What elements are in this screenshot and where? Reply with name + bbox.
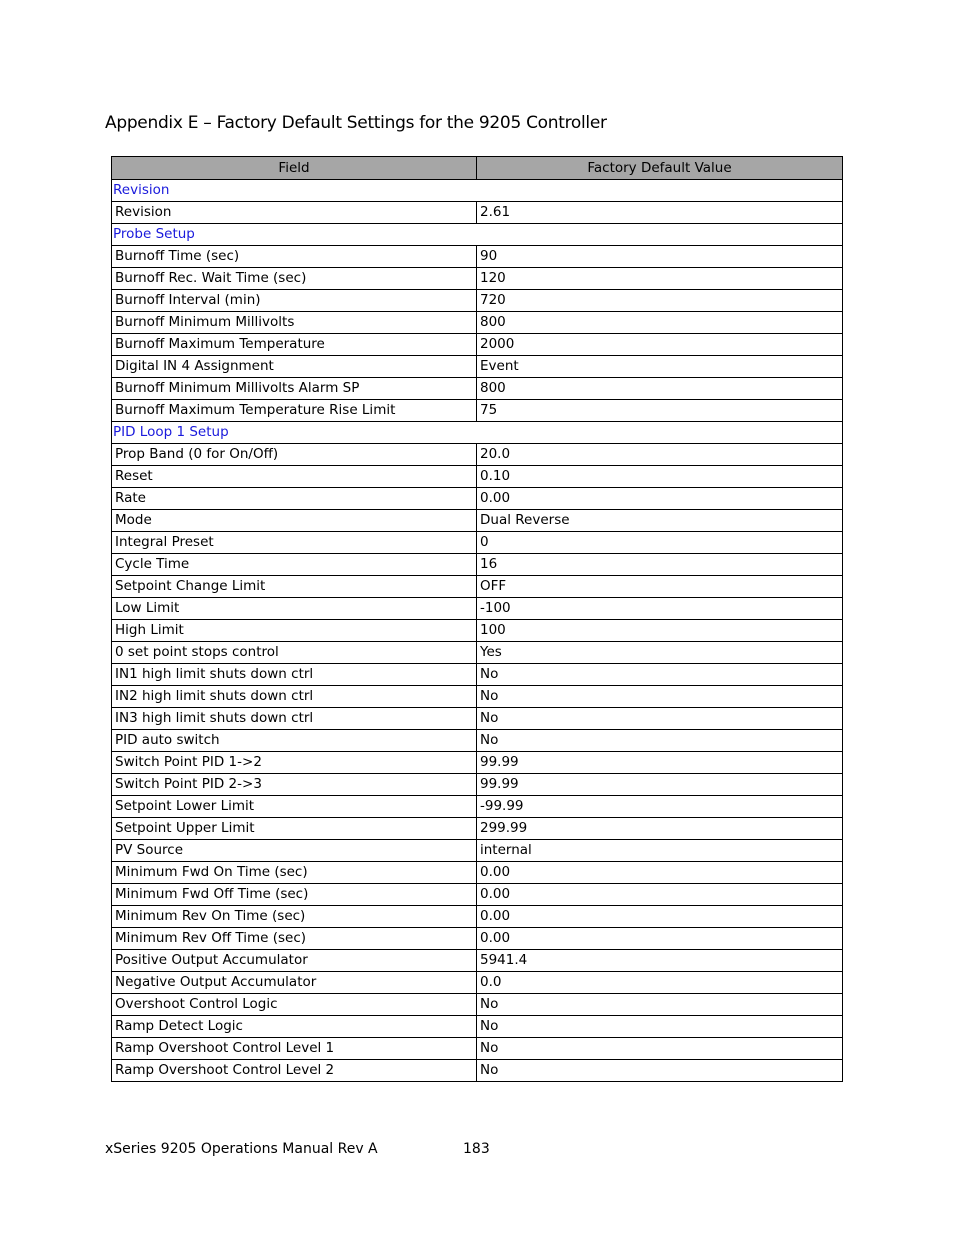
field-cell: Negative Output Accumulator [112,972,477,994]
value-cell: 2.61 [477,202,843,224]
table-row [112,884,843,906]
section-title: Revision [112,180,843,202]
table-row [112,620,843,642]
table-row [112,466,843,488]
section-title: PID Loop 1 Setup [112,422,843,444]
table-row [112,840,843,862]
field-cell: Cycle Time [112,554,477,576]
section-row [112,180,843,202]
field-cell: Ramp Overshoot Control Level 2 [112,1060,477,1082]
section-title: Probe Setup [112,224,843,246]
value-cell: -99.99 [477,796,843,818]
value-cell: -100 [477,598,843,620]
value-cell: 90 [477,246,843,268]
table-row [112,1016,843,1038]
table-row [112,400,843,422]
field-cell: High Limit [112,620,477,642]
table-row [112,576,843,598]
table-row [112,268,843,290]
table-row [112,818,843,840]
value-cell: No [477,1060,843,1082]
field-cell: Switch Point PID 1->2 [112,752,477,774]
field-cell: Mode [112,510,477,532]
table-body [112,180,843,1082]
value-cell: internal [477,840,843,862]
field-cell: PV Source [112,840,477,862]
table-row [112,708,843,730]
value-cell: No [477,664,843,686]
table-row [112,598,843,620]
footer-manual-title: xSeries 9205 Operations Manual Rev A [105,1141,378,1157]
value-cell: 800 [477,378,843,400]
value-cell: 0.10 [477,466,843,488]
value-cell: 75 [477,400,843,422]
table-header-row [112,157,843,180]
table-row [112,1038,843,1060]
table-row [112,774,843,796]
field-cell: Minimum Rev Off Time (sec) [112,928,477,950]
table-row [112,356,843,378]
field-cell: Setpoint Upper Limit [112,818,477,840]
table-row [112,1060,843,1082]
field-cell: Burnoff Maximum Temperature Rise Limit [112,400,477,422]
value-cell: 0.00 [477,488,843,510]
table-row [112,554,843,576]
value-cell: OFF [477,576,843,598]
field-cell: Burnoff Maximum Temperature [112,334,477,356]
table-row [112,862,843,884]
table-row [112,972,843,994]
column-header-field: Field [112,157,477,180]
field-cell: Positive Output Accumulator [112,950,477,972]
table-row [112,246,843,268]
page-title: Appendix E – Factory Default Settings for the 9205 Controller [105,113,607,133]
value-cell: 0.00 [477,906,843,928]
page-number: 183 [463,1141,490,1157]
table-row [112,928,843,950]
field-cell: Switch Point PID 2->3 [112,774,477,796]
value-cell: 99.99 [477,774,843,796]
table-row [112,994,843,1016]
value-cell: 99.99 [477,752,843,774]
field-cell: PID auto switch [112,730,477,752]
field-cell: Ramp Detect Logic [112,1016,477,1038]
table-row [112,796,843,818]
table-row [112,334,843,356]
table-row [112,378,843,400]
field-cell: Setpoint Change Limit [112,576,477,598]
field-cell: Prop Band (0 for On/Off) [112,444,477,466]
value-cell: 0 [477,532,843,554]
field-cell: Minimum Fwd On Time (sec) [112,862,477,884]
table-row [112,752,843,774]
factory-defaults-table [111,156,843,1082]
value-cell: No [477,1038,843,1060]
table-row [112,488,843,510]
value-cell: 2000 [477,334,843,356]
value-cell: 20.0 [477,444,843,466]
value-cell: No [477,1016,843,1038]
table-row [112,664,843,686]
field-cell: IN1 high limit shuts down ctrl [112,664,477,686]
value-cell: 100 [477,620,843,642]
field-cell: Setpoint Lower Limit [112,796,477,818]
field-cell: Low Limit [112,598,477,620]
field-cell: Burnoff Rec. Wait Time (sec) [112,268,477,290]
value-cell: No [477,730,843,752]
field-cell: Minimum Rev On Time (sec) [112,906,477,928]
table-row [112,906,843,928]
table-row [112,510,843,532]
field-cell: Burnoff Interval (min) [112,290,477,312]
column-header-default-value: Factory Default Value [477,157,843,180]
field-cell: Revision [112,202,477,224]
field-cell: Overshoot Control Logic [112,994,477,1016]
field-cell: IN3 high limit shuts down ctrl [112,708,477,730]
table-row [112,642,843,664]
table-row [112,730,843,752]
field-cell: Ramp Overshoot Control Level 1 [112,1038,477,1060]
field-cell: Rate [112,488,477,510]
field-cell: Burnoff Time (sec) [112,246,477,268]
value-cell: 0.00 [477,928,843,950]
field-cell: Minimum Fwd Off Time (sec) [112,884,477,906]
field-cell: IN2 high limit shuts down ctrl [112,686,477,708]
value-cell: 0.00 [477,862,843,884]
field-cell: Digital IN 4 Assignment [112,356,477,378]
table-row [112,950,843,972]
value-cell: Yes [477,642,843,664]
value-cell: 720 [477,290,843,312]
value-cell: Event [477,356,843,378]
value-cell: 120 [477,268,843,290]
value-cell: 299.99 [477,818,843,840]
table-row [112,202,843,224]
table-row [112,532,843,554]
section-row [112,422,843,444]
field-cell: Burnoff Minimum Millivolts [112,312,477,334]
value-cell: 0.0 [477,972,843,994]
table-row [112,290,843,312]
field-cell: Reset [112,466,477,488]
value-cell: 16 [477,554,843,576]
value-cell: No [477,708,843,730]
value-cell: 5941.4 [477,950,843,972]
value-cell: No [477,994,843,1016]
value-cell: Dual Reverse [477,510,843,532]
value-cell: 0.00 [477,884,843,906]
field-cell: Burnoff Minimum Millivolts Alarm SP [112,378,477,400]
field-cell: Integral Preset [112,532,477,554]
section-row [112,224,843,246]
table-row [112,686,843,708]
value-cell: No [477,686,843,708]
field-cell: 0 set point stops control [112,642,477,664]
table-row [112,312,843,334]
value-cell: 800 [477,312,843,334]
table-row [112,444,843,466]
